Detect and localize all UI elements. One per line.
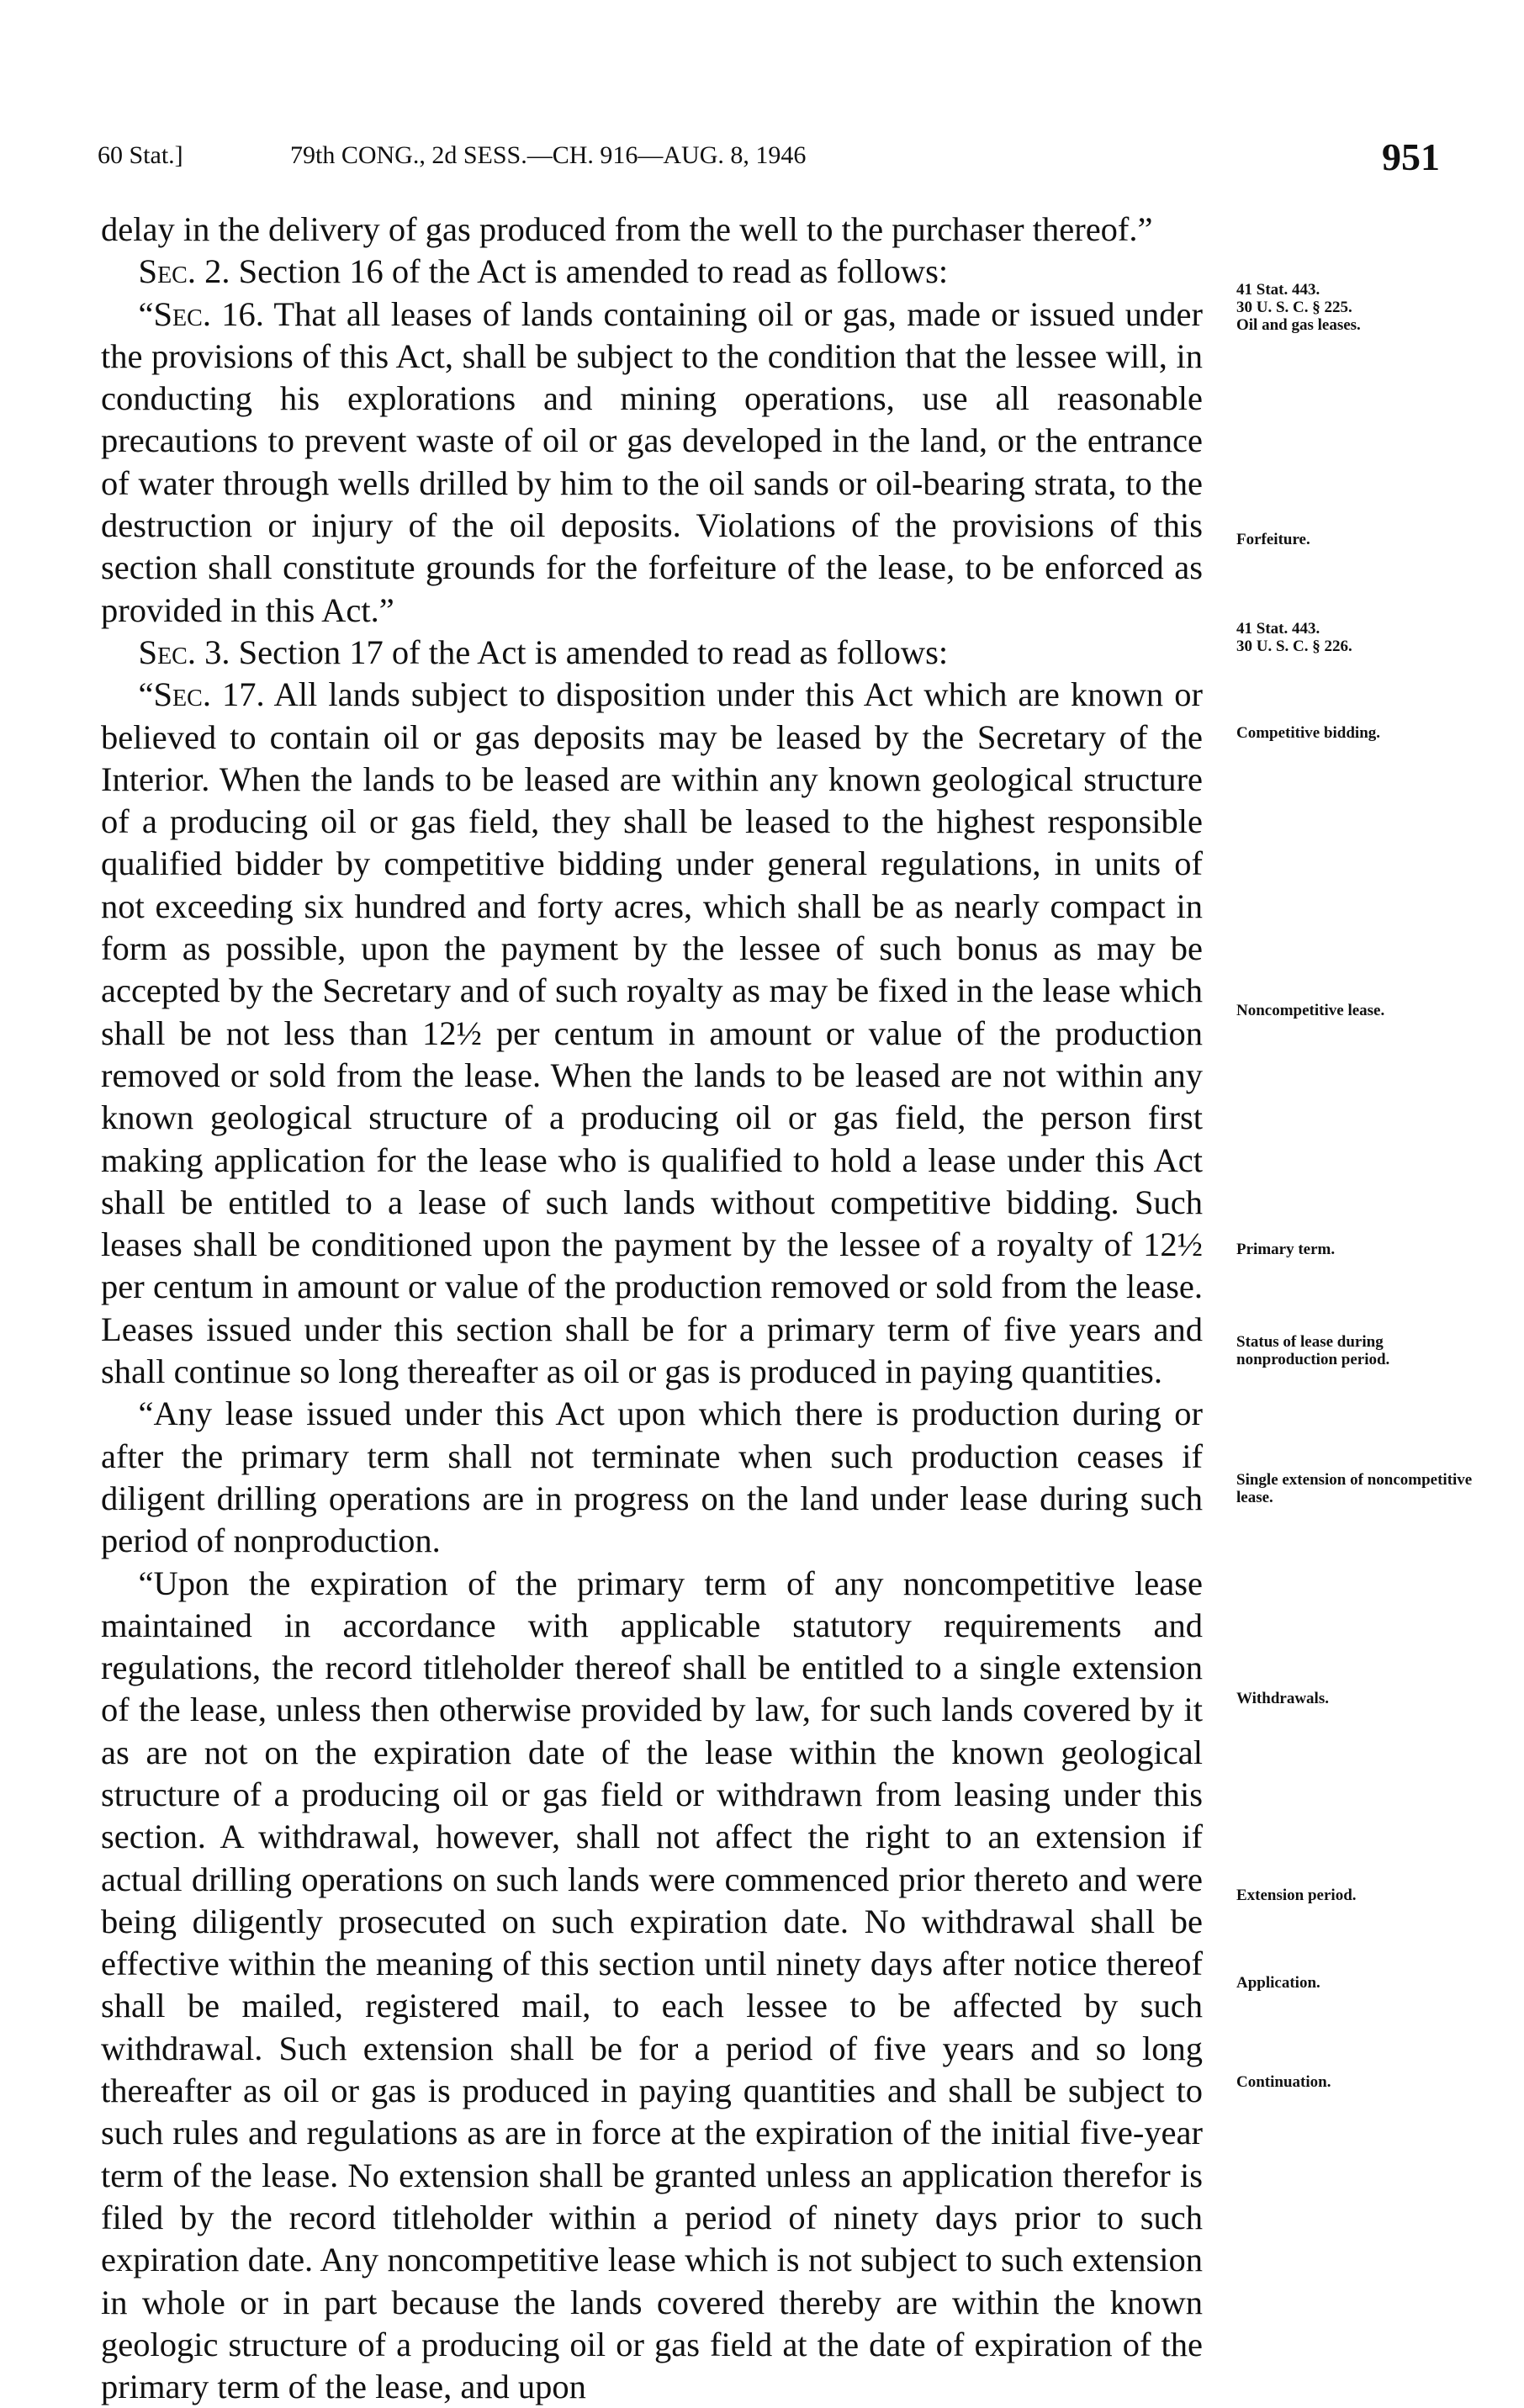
section-text: 17. All lands subject to disposition under this Act which are known or believed to contain oil or gas deposits may be leased by the Secretary of the Interior. When the lands to be leased are within any known geological structure of a producing oil or gas field, they shall be leased to the highest responsible qualified bidder by competitive bidding under general regulations, in units of not exceeding six hundred and forty acres, which shall be as nearly compact in form as possible, upon the payment by the lessee of such bonus as may be accepted by the Secretary and of such royalty as may be fixed in the lease which shall be not less than 12½ per centum in amount or value of the production removed or sold from the lease. When the lands to be leased are not within any known geological structure of a producing oil or gas field, the person first making application for the lease who is qualified to hold a lease under this Act shall be entitled to a lease of such lands without competitive bidding. Such leases shall be conditioned upon the payment by the lessee of a royalty of 12½ per centum in amount or value of the production removed or sold from the lease. Leases issued under this section shall be for a primary term of five years and shall continue so long thereafter as oil or gas is produced in paying quantities. <box>101 675 1203 1390</box>
citation-stat: 41 Stat. 443. <box>1236 282 1480 299</box>
header-session-chapter: 79th CONG., 2d SESS.—CH. 916—AUG. 8, 1946 <box>290 141 806 170</box>
section-label: “Sec. <box>139 295 211 333</box>
margin-note-citation-sec16 <box>1236 282 1480 335</box>
margin-note-competitive-bidding: Competitive bidding. <box>1236 725 1480 743</box>
section-label: Sec. <box>139 633 196 671</box>
margin-note-withdrawals: Withdrawals. <box>1236 1691 1480 1708</box>
body-text <box>101 209 1203 2408</box>
margin-note-continuation: Continuation. <box>1236 2074 1480 2092</box>
margin-note-status-during-nonproduction: Status of lease during nonproduction period. <box>1236 1334 1480 1369</box>
section-16 <box>101 294 1203 632</box>
margin-note-single-extension: Single extension of noncompetitive lease. <box>1236 1472 1480 1507</box>
section-text: 16. That all leases of lands containing oil or gas, made or issued under the provisions of this Act, shall be subject to the condition that the lessee will, in conducting his explorations and mining operations, use all reasonable precautions to prevent waste of oil or gas developed in the land, or the entrance of water through wells drilled by him to the oil sands or oil-bearing strata, to the destruction or injury of the oil deposits. Violations of the provisions of this section shall constitute grounds for the forfeiture of the lease, to be enforced as provided in this Act.” <box>101 295 1203 629</box>
section-label: “Sec. <box>139 675 211 713</box>
paragraph-production: “Any lease issued under this Act upon which there is production during or after the primary term shall not terminate when such production ceases if diligent drilling operations are in progress on the land under lease during such period of nonproduction. <box>101 1393 1203 1562</box>
margin-note-noncompetitive-lease: Noncompetitive lease. <box>1236 1003 1480 1020</box>
section-text: 2. Section 16 of the Act is amended to read as follows: <box>196 252 948 290</box>
section-label: Sec. <box>139 252 196 290</box>
header-volume: 60 Stat.] <box>98 141 183 170</box>
margin-note-citation-sec17 <box>1236 621 1480 656</box>
citation-usc: 30 U. S. C. § 225. <box>1236 299 1480 317</box>
page-number: 951 <box>1382 135 1440 179</box>
margin-note-extension-period: Extension period. <box>1236 1887 1480 1905</box>
margin-note-oil-gas-leases: Oil and gas leases. <box>1236 317 1480 335</box>
section-3 <box>101 632 1203 674</box>
paragraph-continuation: delay in the delivery of gas produced from the well to the purchaser thereof.” <box>101 209 1203 251</box>
section-text: 3. Section 17 of the Act is amended to read as follows: <box>196 633 948 671</box>
section-17 <box>101 674 1203 1393</box>
margin-note-primary-term: Primary term. <box>1236 1241 1480 1259</box>
margin-note-forfeiture: Forfeiture. <box>1236 532 1480 549</box>
paragraph-extension: “Upon the expiration of the primary term of any noncompetitive lease maintained in accordance with applicable statutory requirements and regulations, the record titleholder thereof shall be entitled to a single extension of the lease, unless then otherwise provided by law, for such lands covered by it as are not on the expiration date of the lease within the known geological structure of a producing oil or gas field or withdrawn from leasing under this section. A withdrawal, however, shall not affect the right to an extension if actual drilling operations on such lands were commenced prior thereto and were being diligently prosecuted on such expiration date. No withdrawal shall be effective within the meaning of this section until ninety days after notice thereof shall be mailed, registered mail, to each lessee to be affected by such withdrawal. Such extension shall be for a period of five years and so long thereafter as oil or gas is produced in paying quantities and shall be subject to such rules and regulations as are in force at the expiration of the initial five-year term of the lease. No extension shall be granted unless an application therefor is filed by the record titleholder within a period of ninety days prior to such expiration date. Any noncompetitive lease which is not subject to such extension in whole or in part because the lands covered thereby are within the known geologic structure of a producing oil or gas field at the date of expiration of the primary term of the lease, and upon <box>101 1563 1203 2408</box>
citation-stat: 41 Stat. 443. <box>1236 621 1480 638</box>
section-2 <box>101 251 1203 293</box>
margin-note-application: Application. <box>1236 1975 1480 1993</box>
citation-usc: 30 U. S. C. § 226. <box>1236 638 1480 656</box>
